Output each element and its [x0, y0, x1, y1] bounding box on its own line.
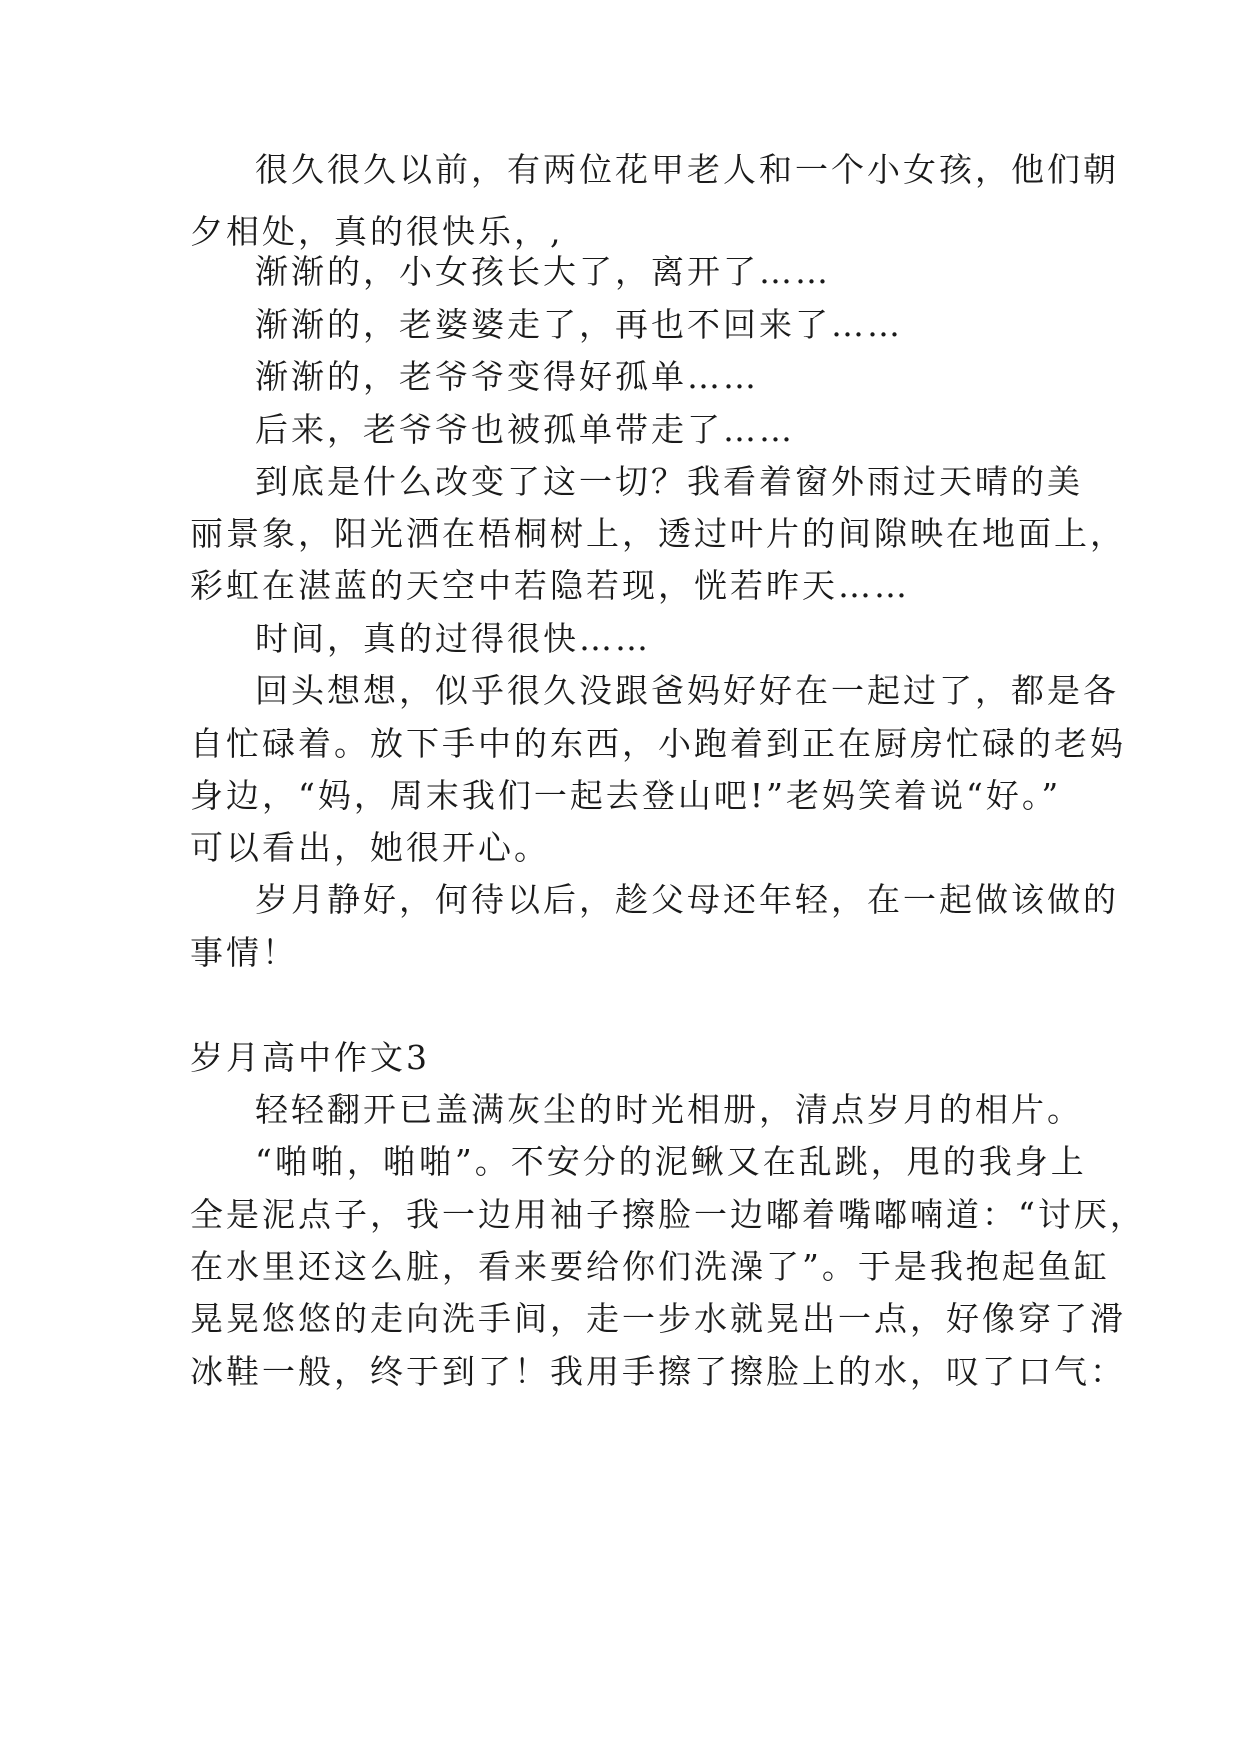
- text-line: 可以看出，她很开心。: [190, 828, 550, 867]
- text-line: 渐渐的，小女孩长大了，离开了……: [255, 252, 831, 291]
- text-line: 到底是什么改变了这一切？我看着窗外雨过天晴的美: [255, 462, 1083, 501]
- text-line: 轻轻翻开已盖满灰尘的时光相册，清点岁月的相片。: [255, 1090, 1083, 1129]
- text-line: “啪啪，啪啪”。不安分的泥鳅又在乱跳，甩的我身上: [255, 1142, 1087, 1181]
- section-heading: 岁月高中作文3: [190, 1038, 430, 1077]
- text-line: 身边，“妈，周末我们一起去登山吧!”老妈笑着说“好。”: [190, 776, 1062, 815]
- text-line: 夕相处，真的很快乐，,: [190, 212, 564, 251]
- text-line: 冰鞋一般，终于到了！我用手擦了擦脸上的水，叹了口气：: [190, 1352, 1126, 1391]
- text-line: 自忙碌着。放下手中的东西，小跑着到正在厨房忙碌的老妈: [190, 724, 1126, 763]
- text-line: 时间，真的过得很快……: [255, 619, 651, 658]
- text-line: 渐渐的，老爷爷变得好孤单……: [255, 357, 759, 396]
- text-line: 岁月静好，何待以后，趁父母还年轻，在一起做该做的: [255, 880, 1119, 919]
- text-line: 丽景象，阳光洒在梧桐树上，透过叶片的间隙映在地面上，: [190, 514, 1126, 553]
- text-line: 在水里还这么脏，看来要给你们洗澡了”。于是我抱起鱼缸: [190, 1247, 1110, 1286]
- text-line: 回头想想，似乎很久没跟爸妈好好在一起过了，都是各: [255, 671, 1119, 710]
- text-line: 晃晃悠悠的走向洗手间，走一步水就晃出一点，好像穿了滑: [190, 1299, 1126, 1338]
- text-line: 彩虹在湛蓝的天空中若隐若现，恍若昨天……: [190, 566, 910, 605]
- text-line: 很久很久以前，有两位花甲老人和一个小女孩，他们朝: [255, 150, 1119, 189]
- text-line: 事情！: [190, 933, 298, 972]
- text-line: 后来，老爷爷也被孤单带走了……: [255, 410, 795, 449]
- text-line: 全是泥点子，我一边用袖子擦脸一边嘟着嘴嘟喃道：“讨厌，: [190, 1195, 1146, 1234]
- text-line: 渐渐的，老婆婆走了，再也不回来了……: [255, 305, 903, 344]
